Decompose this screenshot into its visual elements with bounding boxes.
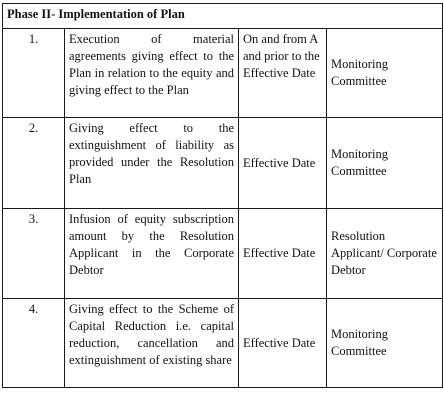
activity-cell: Execution of material agreements giving effect to the Plan in relation to the equity and giving effect to the Plan xyxy=(65,29,239,118)
responsible-cell: Monitoring Committee xyxy=(327,29,443,118)
timeline-cell: On and from A and prior to the Effective Date xyxy=(239,29,327,118)
implementation-plan-table xyxy=(2,3,443,388)
responsible-cell: Resolution Applicant/ Corporate Debtor xyxy=(327,209,443,299)
timeline-cell: Effective Date xyxy=(239,299,327,388)
table-row xyxy=(3,299,443,388)
serial-number: 2. xyxy=(3,118,65,209)
activity-cell: Giving effect to the Scheme of Capital Reduction i.e. capital reduction, cancellation and extinguishment of existing share xyxy=(65,299,239,388)
table-row xyxy=(3,118,443,209)
timeline-cell: Effective Date xyxy=(239,118,327,209)
serial-number: 1. xyxy=(3,29,65,118)
activity-cell: Infusion of equity subscription amount by the Resolution Applicant in the Corporate Debtor xyxy=(65,209,239,299)
serial-number: 3. xyxy=(3,209,65,299)
table-title-row xyxy=(3,4,443,29)
table-row xyxy=(3,29,443,118)
responsible-cell: Monitoring Committee xyxy=(327,299,443,388)
serial-number: 4. xyxy=(3,299,65,388)
responsible-cell: Monitoring Committee xyxy=(327,118,443,209)
activity-cell: Giving effect to the extinguishment of liability as provided under the Resolution Plan xyxy=(65,118,239,209)
table-row xyxy=(3,209,443,299)
section-title: Phase II- Implementation of Plan xyxy=(3,4,443,29)
timeline-cell: Effective Date xyxy=(239,209,327,299)
